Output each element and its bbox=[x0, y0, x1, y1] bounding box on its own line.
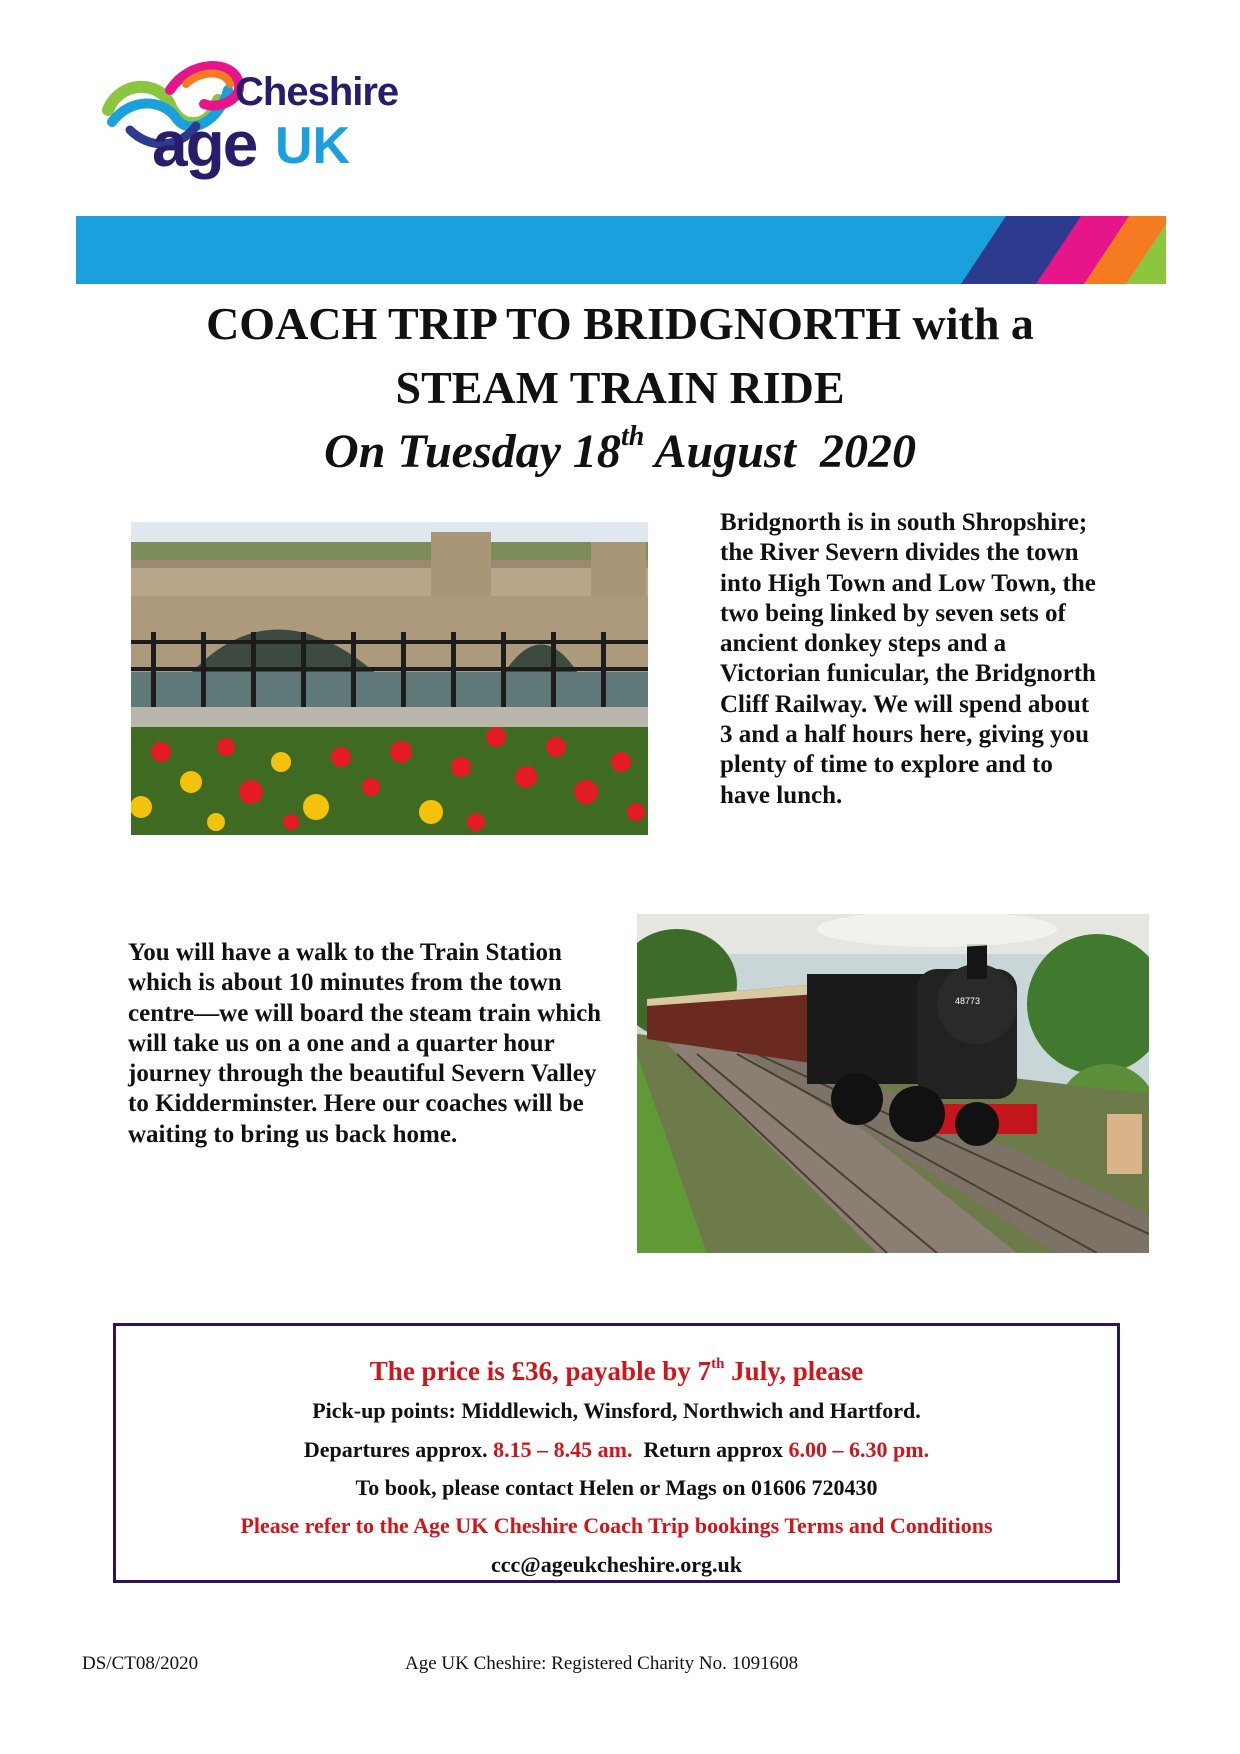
age-uk-cheshire-logo bbox=[100, 60, 399, 190]
train-journey-description: You will have a walk to the Train Station which is about 10 minutes from the town centre—we will board the steam train which will take us on a one and a quarter hour journey through the beautiful Severn Valley to Kidderminster. Here our coaches will be waiting to bring us back home. bbox=[128, 939, 602, 1148]
train-number-plate: 48773 bbox=[955, 996, 981, 1006]
price-suffix: July, please bbox=[724, 1356, 864, 1386]
price-line bbox=[116, 1356, 1117, 1387]
charity-number: Age UK Cheshire: Registered Charity No. 1091608 bbox=[405, 1653, 799, 1674]
price-prefix: The price is £36, payable by 7 bbox=[369, 1356, 712, 1386]
logo-age-text: age bbox=[152, 108, 257, 180]
bridgnorth-bridge-tulips-photo bbox=[131, 522, 648, 835]
departures-time: 8.15 – 8.45 am. bbox=[493, 1437, 633, 1462]
return-time: 6.00 – 6.30 pm. bbox=[788, 1437, 930, 1462]
bridgnorth-description: Bridgnorth is in south Shropshire; the River Severn divides the town into High Town and Low Town, the two being linked by seven sets of ancient donkey steps and a Victorian funicular, the Bridgnorth Cliff Railway. We will spend about 3 and a half hours here, giving you plenty of time to explore and to have lunch. bbox=[720, 509, 1096, 809]
date-ordinal: th bbox=[620, 421, 645, 452]
booking-info-box bbox=[113, 1323, 1120, 1583]
logo-uk-text: UK bbox=[275, 117, 351, 175]
title-line-1: COACH TRIP TO BRIDGNORTH with a bbox=[206, 298, 1034, 349]
logo-cheshire-text: Cheshire bbox=[235, 70, 399, 114]
steam-train-photo bbox=[637, 914, 1149, 1253]
document-reference: DS/CT08/2020 bbox=[82, 1653, 199, 1674]
return-label: Return approx bbox=[632, 1437, 789, 1462]
date-suffix: August 2020 bbox=[644, 425, 916, 478]
pickup-points: Pick-up points: Middlewich, Winsford, Northwich and Hartford. bbox=[312, 1398, 921, 1423]
date-prefix: On Tuesday 18 bbox=[324, 425, 621, 478]
terms-reference: Please refer to the Age UK Cheshire Coach Trip bookings Terms and Conditions bbox=[240, 1513, 993, 1538]
brand-stripe-banner bbox=[76, 216, 1166, 284]
departures-label: Departures approx. bbox=[303, 1437, 494, 1462]
price-ordinal: th bbox=[711, 1356, 725, 1372]
page-title bbox=[60, 292, 1180, 420]
trip-date bbox=[60, 420, 1180, 484]
booking-contact: To book, please contact Helen or Mags on 01606 720430 bbox=[355, 1475, 878, 1500]
contact-email[interactable]: ccc@ageukcheshire.org.uk bbox=[490, 1552, 743, 1577]
departure-return-times bbox=[116, 1437, 1117, 1463]
title-line-2: STEAM TRAIN RIDE bbox=[395, 362, 845, 413]
